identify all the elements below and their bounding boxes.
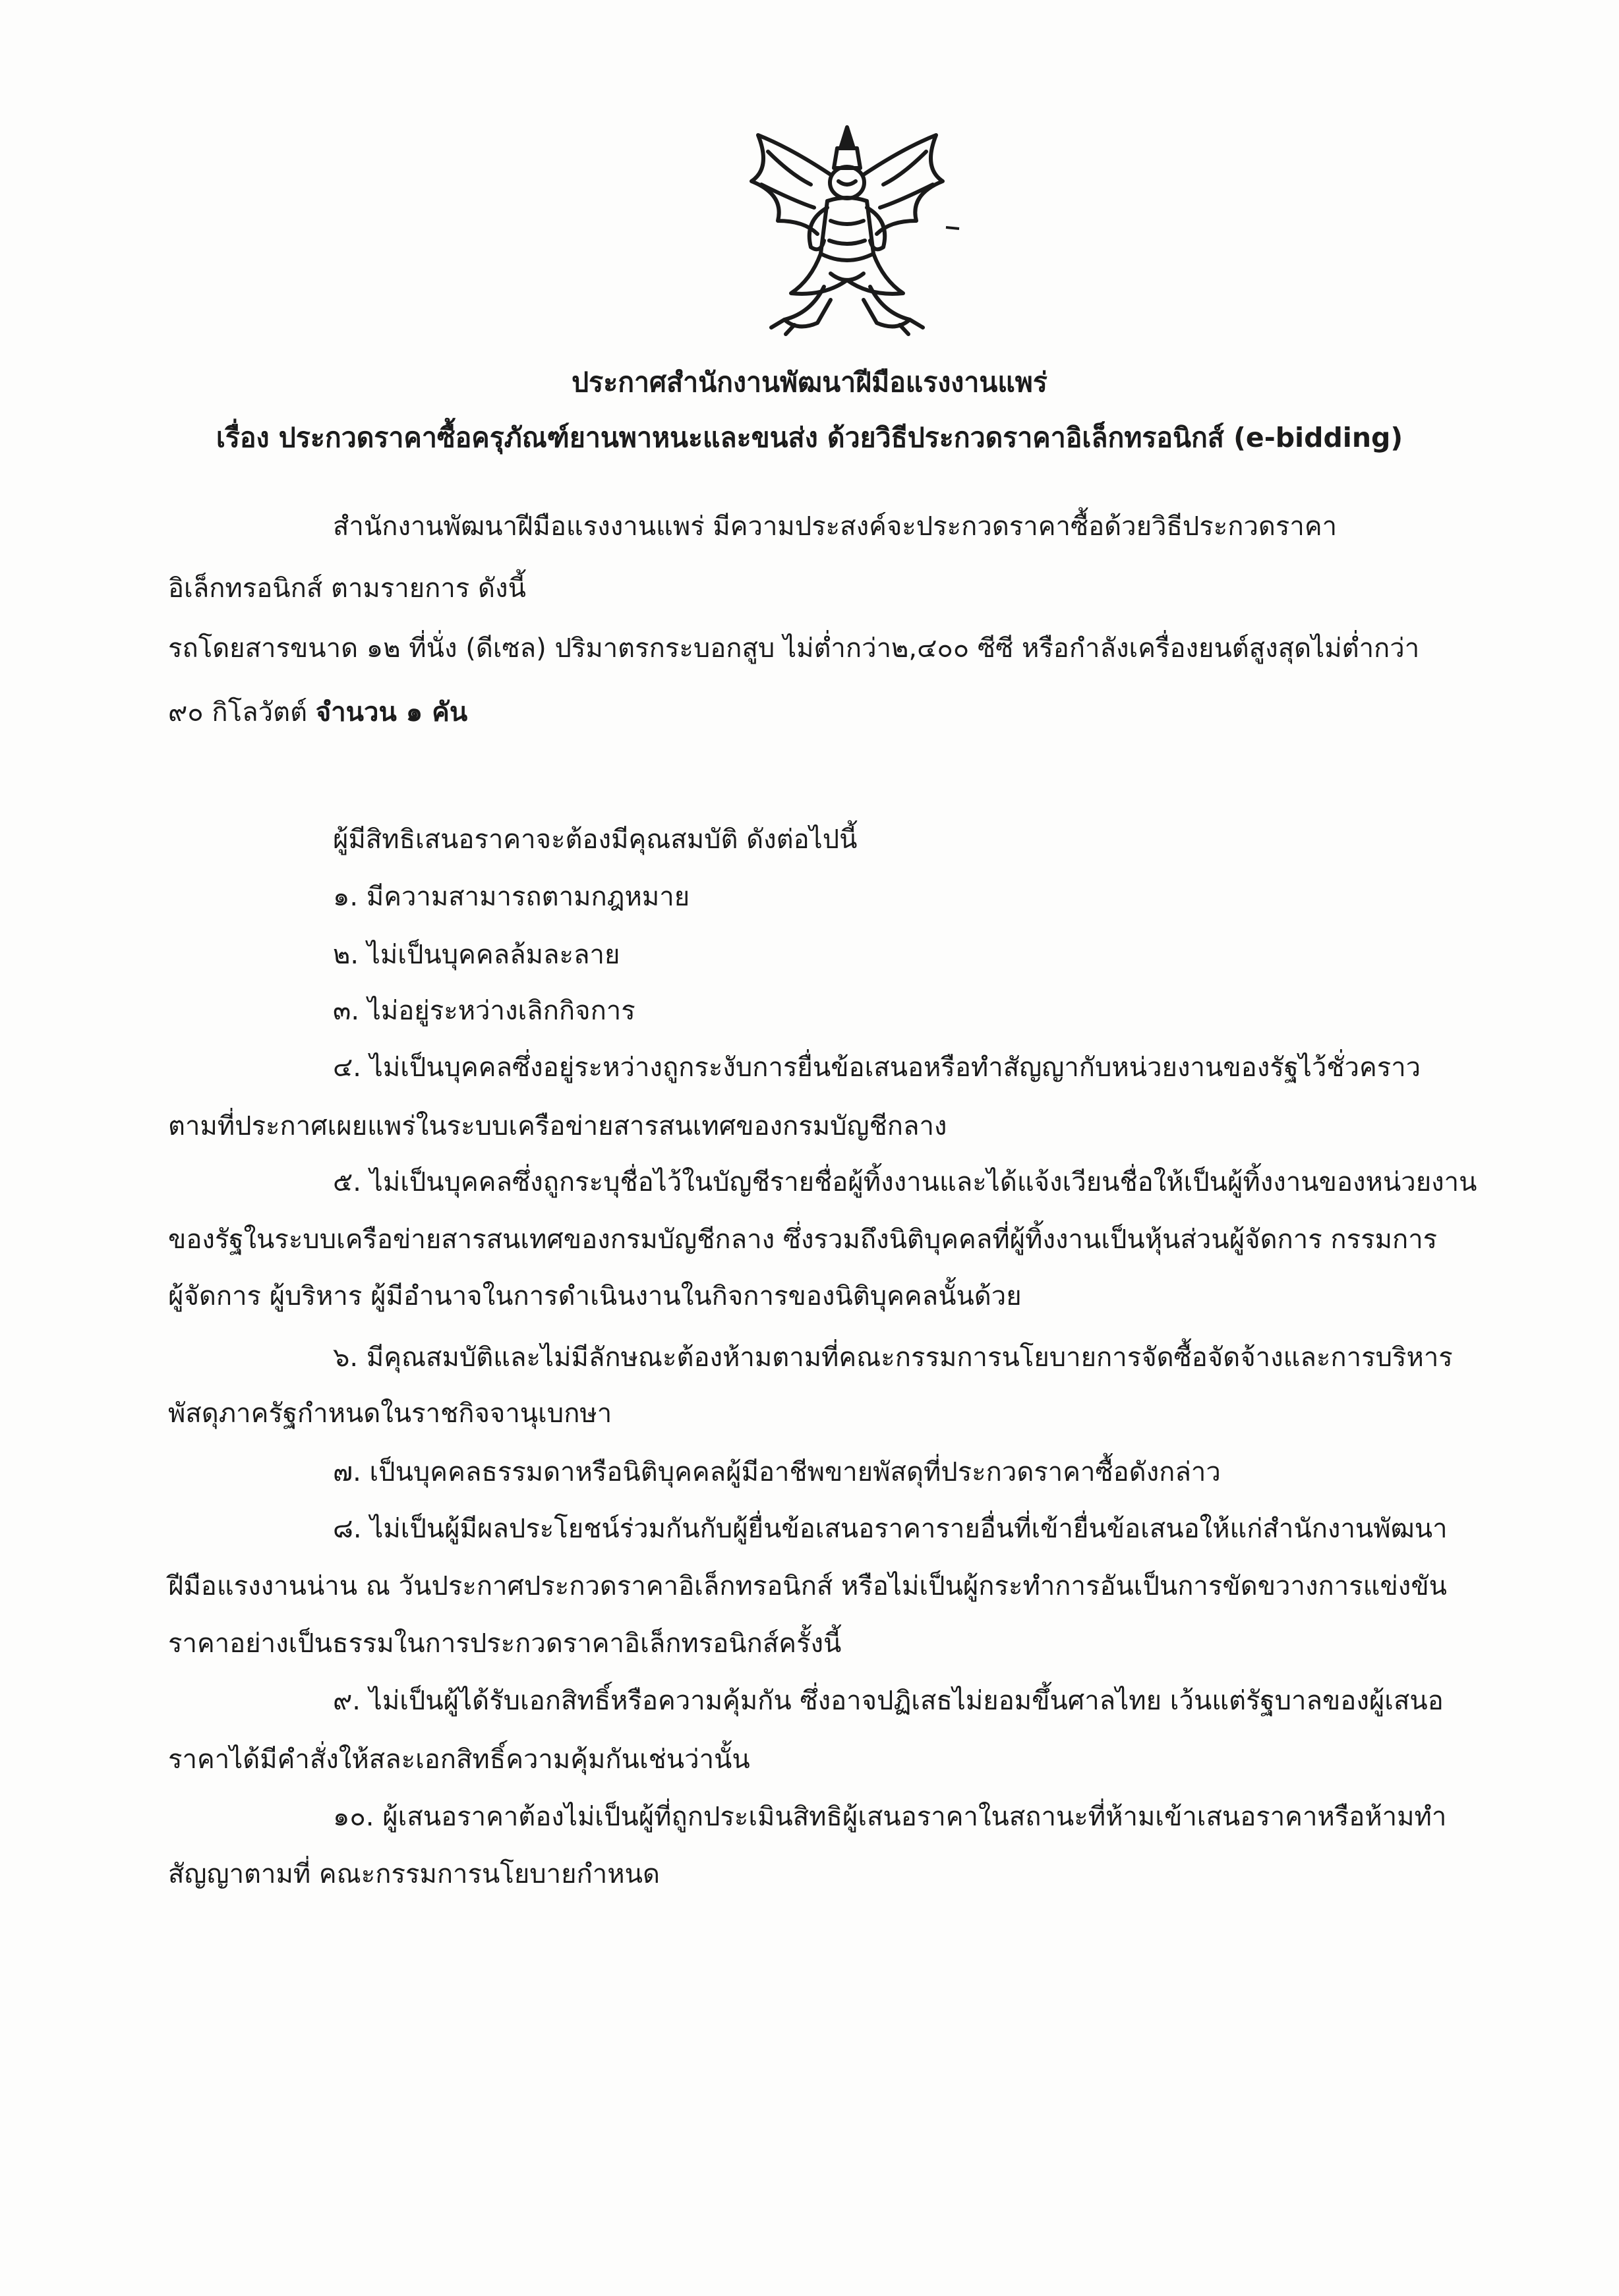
qualification-8-line-3: ราคาอย่างเป็นธรรมในการประกวดราคาอิเล็กทรอนิกส์ครั้งนี้ xyxy=(168,1628,842,1659)
garuda-emblem-icon xyxy=(732,122,962,339)
qualification-3: ๓. ไม่อยู่ระหว่างเลิกกิจการ xyxy=(333,996,635,1026)
qualification-8-line-2: ฝีมือแรงงานน่าน ณ วันประกาศประกวดราคาอิเล็กทรอนิกส์ หรือไม่เป็นผู้กระทำการอันเป็นการขัดขวางการแข่งขัน xyxy=(168,1571,1447,1601)
qualification-5-line-3: ผู้จัดการ ผู้บริหาร ผู้มีอำนาจในการดำเนินงานในกิจการของนิติบุคคลนั้นด้วย xyxy=(168,1281,1022,1311)
intro-line-2: อิเล็กทรอนิกส์ ตามรายการ ดังนี้ xyxy=(168,573,526,604)
qualification-9-line-2: ราคาได้มีคำสั่งให้สละเอกสิทธิ์ความคุ้มกันเช่นว่านั้น xyxy=(168,1744,750,1775)
document-subject: เรื่อง ประกวดราคาซื้อครุภัณฑ์ยานพาหนะและขนส่ง ด้วยวิธีประกวดราคาอิเล็กทรอนิกส์ (e-bidding) xyxy=(216,422,1403,453)
qualification-8-line-1: ๘. ไม่เป็นผู้มีผลประโยชน์ร่วมกันกับผู้ยื่นข้อเสนอราคารายอื่นที่เข้ายื่นข้อเสนอให้แก่สำนักงานพัฒนา xyxy=(333,1514,1448,1544)
qualification-9-line-1: ๙. ไม่เป็นผู้ได้รับเอกสิทธิ์หรือความคุ้มกัน ซึ่งอาจปฏิเสธไม่ยอมขึ้นศาลไทย เว้นแต่รัฐบาลของผู้เสนอ xyxy=(333,1686,1444,1716)
qualification-5-line-1: ๕. ไม่เป็นบุคคลซึ่งถูกระบุชื่อไว้ในบัญชีรายชื่อผู้ทิ้งงานและได้แจ้งเวียนชื่อให้เป็นผู้ทิ้งงานของหน่วยงาน xyxy=(333,1167,1477,1197)
qualification-2: ๒. ไม่เป็นบุคคลล้มละลาย xyxy=(333,940,620,970)
qualification-5-line-2: ของรัฐในระบบเครือข่ายสารสนเทศของกรมบัญชีกลาง ซึ่งรวมถึงนิติบุคคลที่ผู้ทิ้งงานเป็นหุ้นส่วนผู้จัดการ กรรมการ xyxy=(168,1224,1438,1255)
qualification-10-line-2: สัญญาตามที่ คณะกรรมการนโยบายกำหนด xyxy=(168,1859,660,1889)
qualification-4-line-1: ๔. ไม่เป็นบุคคลซึ่งอยู่ระหว่างถูกระงับการยื่นข้อเสนอหรือทำสัญญากับหน่วยงานของรัฐไว้ชั่วคราว xyxy=(333,1052,1421,1083)
item-quantity: จำนวน ๑ คัน xyxy=(315,697,468,728)
qualification-6-line-1: ๖. มีคุณสมบัติและไม่มีลักษณะต้องห้ามตามที่คณะกรรมการนโยบายการจัดซื้อจัดจ้างและการบริหาร xyxy=(333,1342,1453,1373)
qualification-7: ๗. เป็นบุคคลธรรมดาหรือนิติบุคคลผู้มีอาชีพขายพัสดุที่ประกวดราคาซื้อดังกล่าว xyxy=(333,1457,1221,1487)
qualification-6-line-2: พัสดุภาครัฐกำหนดในราชกิจจานุเบกษา xyxy=(168,1398,612,1429)
item-line-2-prefix: ๙๐ กิโลวัตต์ xyxy=(168,697,316,728)
document-title: ประกาศสำนักงานพัฒนาฝีมือแรงงานแพร่ xyxy=(572,366,1047,398)
qualification-4-line-2: ตามที่ประกาศเผยแพร่ในระบบเครือข่ายสารสนเทศของกรมบัญชีกลาง xyxy=(168,1111,947,1141)
intro-line-1: สำนักงานพัฒนาฝีมือแรงงานแพร่ มีความประสงค์จะประกวดราคาซื้อด้วยวิธีประกวดราคา xyxy=(333,511,1338,542)
qualifications-heading: ผู้มีสิทธิเสนอราคาจะต้องมีคุณสมบัติ ดังต่อไปนี้ xyxy=(333,824,858,855)
qualification-10-line-1: ๑๐. ผู้เสนอราคาต้องไม่เป็นผู้ที่ถูกประเมินสิทธิผู้เสนอราคาในสถานะที่ห้ามเข้าเสนอราคาหรือห้ามทำ xyxy=(333,1802,1447,1832)
item-line-1: รถโดยสารขนาด ๑๒ ที่นั่ง (ดีเซล) ปริมาตรกระบอกสูบ ไม่ต่ำกว่า๒,๔๐๐ ซีซี หรือกำลังเครื่องยนต์สูงสุดไม่ต่ำกว่า xyxy=(168,633,1420,664)
qualification-1: ๑. มีความสามารถตามกฎหมาย xyxy=(333,882,690,912)
item-line-2 xyxy=(168,697,467,728)
